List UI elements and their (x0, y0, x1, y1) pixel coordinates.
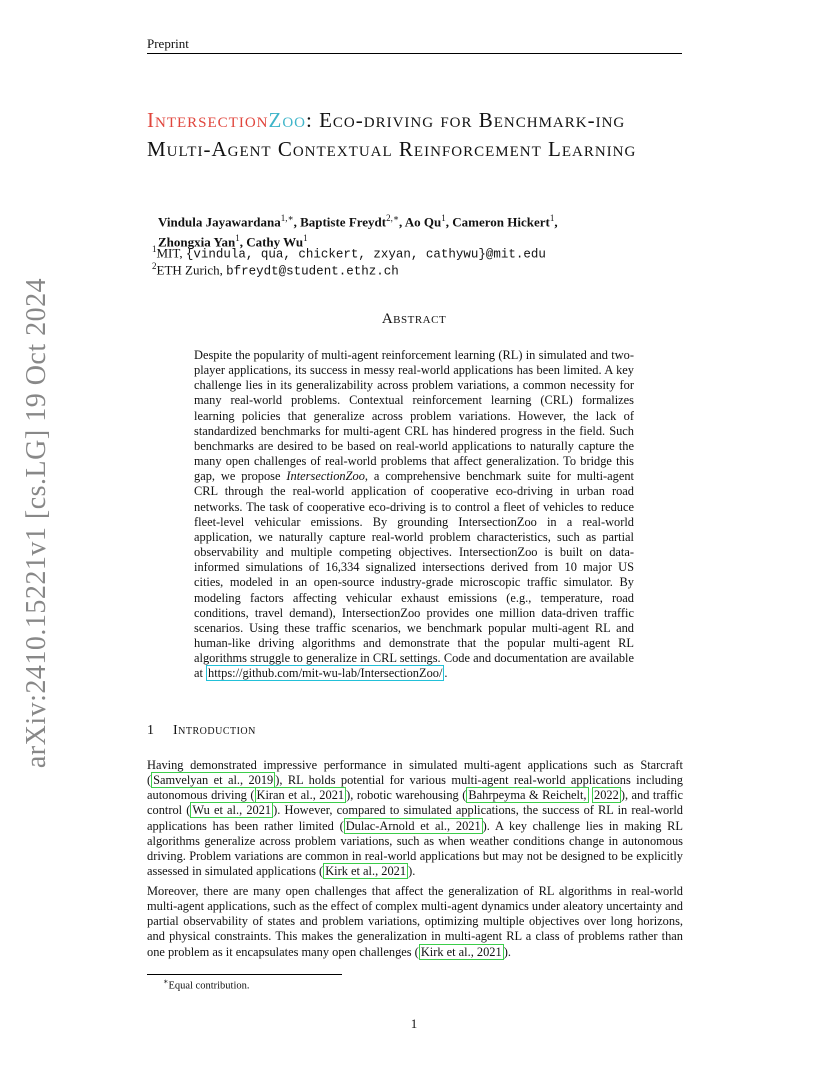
footnote-mark: ∗ (163, 977, 169, 986)
arxiv-side-stamp[interactable]: arXiv:2410.15221v1 [cs.LG] 19 Oct 2024 (21, 277, 52, 769)
citation-link[interactable]: 2022 (594, 788, 619, 803)
title-brand-intersection: Intersection (147, 108, 269, 132)
author-affil-mark: 1 (441, 213, 446, 223)
author-affil-mark: 1 (549, 213, 555, 223)
section-number: 1 (147, 723, 154, 738)
abstract-heading: Abstract (381, 311, 447, 327)
author-affil-mark: 1,∗ (280, 213, 294, 223)
running-header: Preprint (147, 36, 189, 51)
affiliation-mark: 1 (152, 244, 157, 254)
paragraph-text: ), RL holds potential for various multi-agent real-world applications including autonomous driving ( (147, 773, 683, 803)
abstract-text: . (444, 666, 448, 681)
affiliation-email: {vindula, qua, chickert, zxyan, cathywu}@mit.edu (185, 247, 546, 262)
abstract-text: , a comprehensive benchmark suite for multi-agent CRL through the real-world application of cooperative eco-driving in urban road networks. The task of cooperative eco-driving is to control a fleet of vehicles to reduce fleet-level vehicular emissions. By grounding IntersectionZoo in a real-world application, we naturally capture real-world problem characteristics, such as partial observability and multiple competing objectives. IntersectionZoo is built on data-informed simulations of 16,334 signalized intersections derived from 10 major US cities, modeled in an open-source industry-grade microscopic traffic simulator. By modeling factors affecting vehicular exhaust emissions (e.g., temperature, road conditions, travel demand), IntersectionZoo provides one million data-driven traffic scenarios. Using these traffic scenarios, we benchmark popular multi-agent RL and human-like driving algorithms and demonstrate that the popular multi-agent RL algorithms struggle to generalize in CRL settings. Code and documentation are available at (194, 469, 634, 681)
author-name: Cameron Hickert (452, 214, 550, 230)
paragraph-text: ), and traffic control ( (147, 788, 683, 818)
citation-link[interactable]: Bahrpeyma & Reichelt, (468, 788, 587, 803)
citation-link[interactable]: Kiran et al., 2021 (256, 788, 345, 803)
paper-title (147, 106, 687, 164)
citation-link[interactable]: Kirk et al., 2021 (420, 944, 502, 959)
author-affil-mark: 2,∗ (386, 213, 399, 223)
citation-link[interactable]: Dulac-Arnold et al., 2021 (345, 818, 481, 833)
abstract-text: Despite the popularity of multi-agent reinforcement learning (RL) in simulated and two-player applications, its success in messy real-world applications has been limited. A key challenge lies in its generalizability across problem variations, a common necessity for many real-world problems. Contextual reinforcement learning (CRL) formalizes learning policies that generalize across problem variations. However, the lack of standardized benchmarks for multi-agent CRL has hindered progress in the field. Such benchmarks are desired to be based on real-world applications to naturally capture the many open challenges of real-world problems that affect generalization. To bridge this gap, we propose (194, 348, 634, 484)
intro-paragraph-1 (147, 758, 683, 879)
author-list: Vindula Jayawardana$^{1,∗}$, Baptiste Freydt$^{2,∗}$, Ao Qu$^1$, Cameron Hickert$^1$, Zhongxia Yan$^1$, Cathy Wu$^1$ (158, 213, 558, 250)
paragraph-text: ). A key challenge lies in making RL algorithms generalize across problem variations, such as when weather conditions change in autonomous driving. Problem variations are common in real-world applications but may not be designed to be explicitly assessed in simulated applications ( (147, 818, 683, 879)
paragraph-text: ). (503, 944, 511, 959)
paragraph-text: ). (408, 864, 416, 879)
affiliation-email: bfreydt@student.ethz.ch (226, 264, 399, 279)
header-rule (147, 53, 682, 54)
paragraph-text: Moreover, there are many open challenges that affect the generalization of RL algorithms in real-world multi-agent applications, such as the effect of complex multi-agent dynamics under aleatory uncertainty and partial observability of states and problem variations, optimizing multiple objectives over long horizons, and physical constraints. This makes the generalization in multi-agent RL a class of problems rather than one problem as it encapsulates many open challenges ( (147, 884, 683, 959)
abstract-body (194, 348, 634, 681)
section-title: Introduction (173, 723, 256, 738)
author-name: Zhongxia Yan (158, 234, 236, 250)
author-name: Vindula Jayawardana (158, 214, 281, 230)
title-brand-zoo: Zoo (268, 108, 306, 132)
abstract-emphasis: IntersectionZoo (286, 469, 365, 484)
paragraph-text: Having demonstrated impressive performance in simulated multi-agent applications such as Starcraft ( (147, 758, 683, 788)
author-name: Baptiste Freydt (300, 214, 387, 230)
code-repository-link[interactable]: https://github.com/mit-wu-lab/IntersectionZoo/ (208, 666, 443, 681)
affiliation-org: ETH Zurich, (156, 262, 227, 278)
footnote-rule (147, 974, 342, 975)
title-rest: : Eco-driving for Benchmark-ing Multi-Agent Contextual Reinforcement Learning (147, 108, 637, 161)
author-name: Ao Qu (404, 214, 442, 230)
intro-paragraph-2 (147, 884, 683, 960)
paragraph-text: ), robotic warehousing ( (346, 788, 467, 803)
affiliation-eth (152, 258, 399, 280)
author-name: Cathy Wu (246, 234, 304, 250)
paragraph-text: ). However, compared to simulated applications, the success of RL in real-world applications has been rather limited ( (147, 803, 683, 833)
affiliation-org: MIT, (156, 245, 186, 261)
page-number: 1 (410, 1016, 418, 1031)
citation-link[interactable]: Samvelyan et al., 2019 (153, 773, 274, 788)
citation-link[interactable]: Wu et al., 2021 (192, 803, 272, 818)
section-heading (147, 723, 256, 739)
footnote-text: Equal contribution. (168, 980, 250, 992)
author-affil-mark: 1 (303, 233, 308, 244)
affiliation-mark: 2 (152, 261, 157, 271)
footnote (163, 977, 250, 992)
citation-link[interactable]: Kirk et al., 2021 (325, 864, 407, 879)
author-affil-mark: 1 (235, 233, 240, 244)
